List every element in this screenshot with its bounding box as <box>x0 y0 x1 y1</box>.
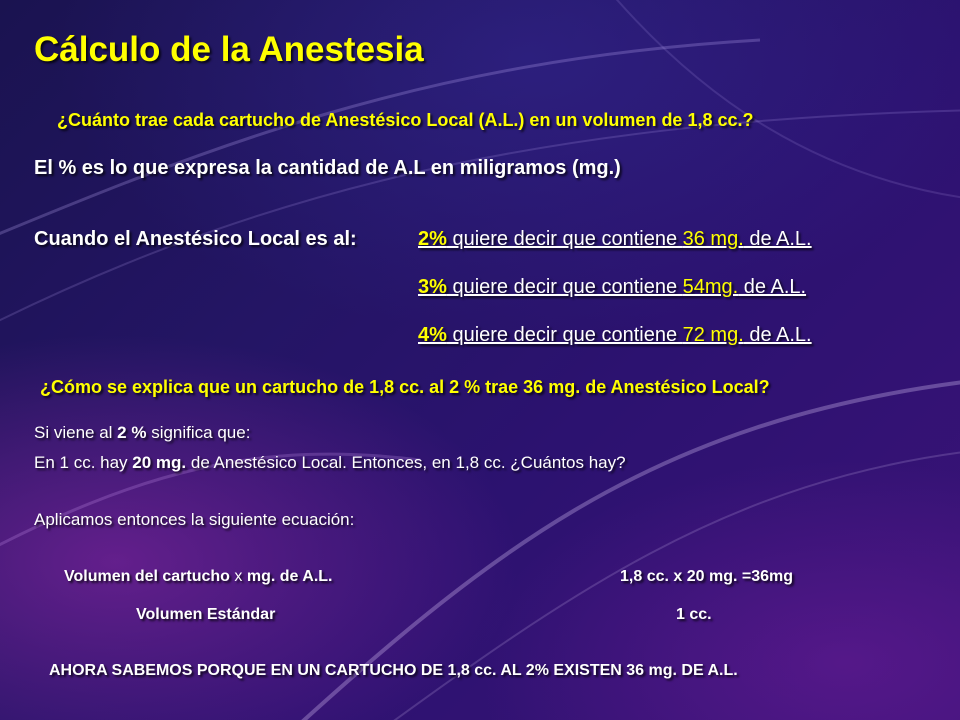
text-segment: mg. de A.L. <box>242 568 333 585</box>
concentration-row-3 <box>418 276 806 299</box>
text-segment: Volumen del cartucho <box>64 568 235 585</box>
equation-denominator-right: 1 cc. <box>676 606 712 623</box>
row-text: quiere decir que contiene <box>446 324 683 346</box>
mg-value: 72 mg. <box>682 324 744 346</box>
question-explanation <box>40 377 770 398</box>
concentration-row-4 <box>418 324 812 347</box>
equation-numerator-right: 1,8 cc. x 20 mg. =36mg <box>620 568 793 585</box>
bold-segment: 20 mg. <box>132 453 187 472</box>
conclusion: AHORA SABEMOS PORQUE EN UN CARTUCHO DE 1,8 cc. AL 2% EXISTEN 36 mg. DE A.L. <box>49 662 738 679</box>
question-text: Cómo se explica que un cartucho de 1,8 cc. al 2 % trae 36 mg. de Anestésico Local? <box>51 377 770 397</box>
mg-value: 36 mg. <box>682 228 744 250</box>
bold-segment: 2 % <box>117 423 147 442</box>
text-segment: En 1 cc. hay <box>34 453 133 472</box>
row-text: quiere decir que contiene <box>446 276 683 298</box>
row-text: quiere decir que contiene <box>446 228 683 250</box>
row-tail: de A.L. <box>743 324 812 346</box>
multiply-sign: x <box>234 568 243 585</box>
text-segment: de Anestésico Local. Entonces, en 1,8 cc. ¿Cuántos hay? <box>186 453 626 472</box>
condition-label: Cuando el Anestésico Local es al: <box>34 228 357 250</box>
text-segment: significa que: <box>146 423 251 442</box>
mg-value: 54mg. <box>682 276 739 298</box>
row-tail: de A.L. <box>743 228 812 250</box>
percent-value: 2% <box>418 228 447 250</box>
equation-numerator-left <box>64 568 332 586</box>
question-mark: ¿ <box>40 377 51 397</box>
concentration-row-2 <box>418 228 812 251</box>
explanation-line-3: Aplicamos entonces la siguiente ecuación: <box>34 510 355 529</box>
explanation-line-1 <box>34 423 250 443</box>
question-cartridge: ¿Cuánto trae cada cartucho de Anestésico Local (A.L.) en un volumen de 1,8 cc.? <box>57 110 754 130</box>
page-title: Cálculo de la Anestesia <box>34 30 424 69</box>
explanation-line-2 <box>34 453 626 473</box>
percent-value: 4% <box>418 324 447 346</box>
text-segment: Si viene al <box>34 423 118 442</box>
row-tail: de A.L. <box>738 276 807 298</box>
percent-value: 3% <box>418 276 447 298</box>
equation-denominator-left: Volumen Estándar <box>136 606 276 623</box>
percent-statement: El % es lo que expresa la cantidad de A.L en miligramos (mg.) <box>34 157 621 179</box>
